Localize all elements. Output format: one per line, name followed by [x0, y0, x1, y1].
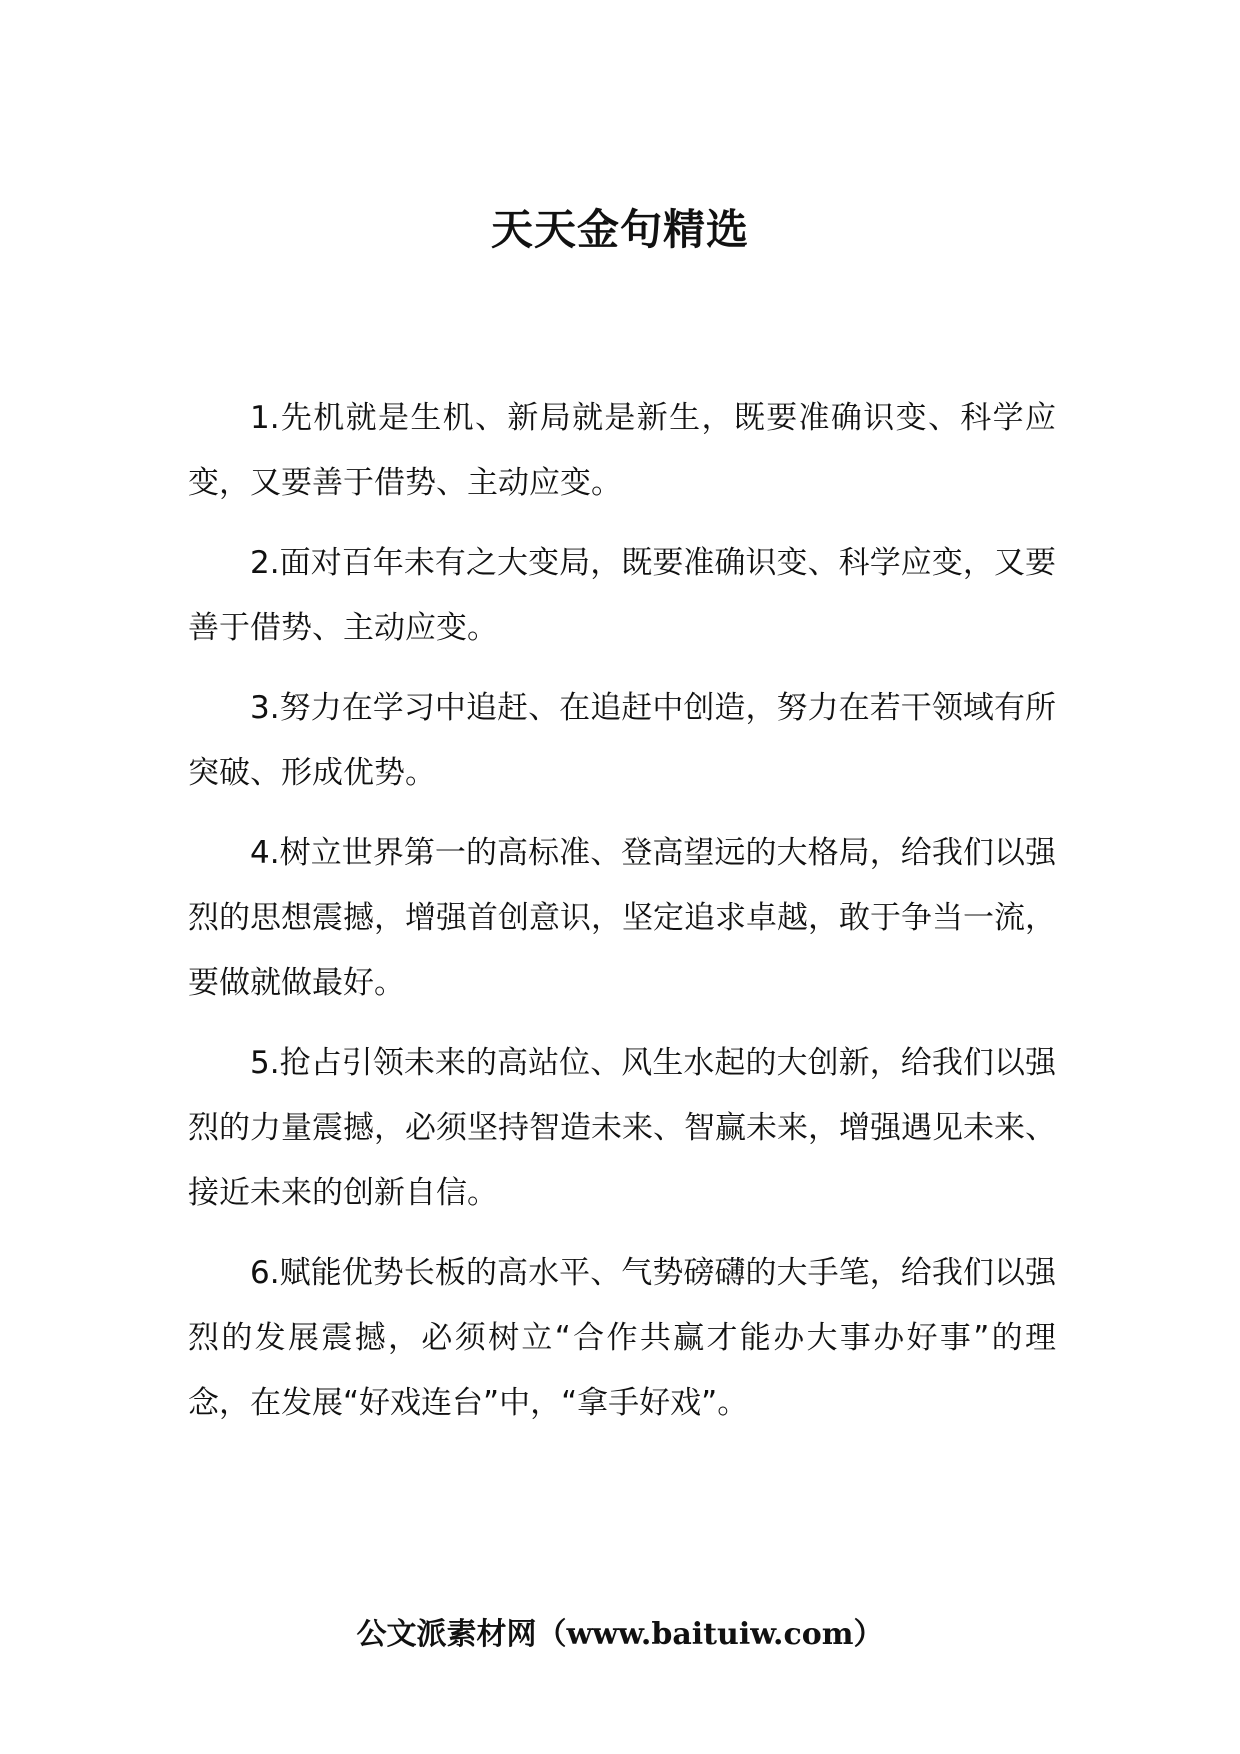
footer-source: 公文派素材网（www.baituiw.com） — [356, 1617, 884, 1652]
document-body — [188, 386, 1056, 1451]
document-title: 天天金句精选 — [490, 205, 749, 254]
paragraph-item-4: 4.树立世界第一的高标准、登高望远的大格局，给我们以强烈的思想震撼，增强首创意识，坚定追求卓越，敢于争当一流，要做就做最好。 — [188, 835, 1056, 1001]
paragraph-item-5: 5.抢占引领未来的高站位、风生水起的大创新，给我们以强烈的力量震撼，必须坚持智造未来、智赢未来，增强遇见未来、接近未来的创新自信。 — [188, 1045, 1056, 1211]
paragraph-item-1: 1.先机就是生机、新局就是新生，既要准确识变、科学应变，又要善于借势、主动应变。 — [188, 400, 1056, 501]
paragraph-item-3: 3.努力在学习中追赶、在追赶中创造，努力在若干领域有所突破、形成优势。 — [188, 690, 1056, 791]
paragraph-item-2: 2.面对百年未有之大变局，既要准确识变、科学应变，又要善于借势、主动应变。 — [188, 545, 1056, 646]
paragraph-item-6: 6.赋能优势长板的高水平、气势磅礴的大手笔，给我们以强烈的发展震撼，必须树立“合作共赢才能办大事办好事”的理念，在发展“好戏连台”中，“拿手好戏”。 — [188, 1255, 1056, 1421]
